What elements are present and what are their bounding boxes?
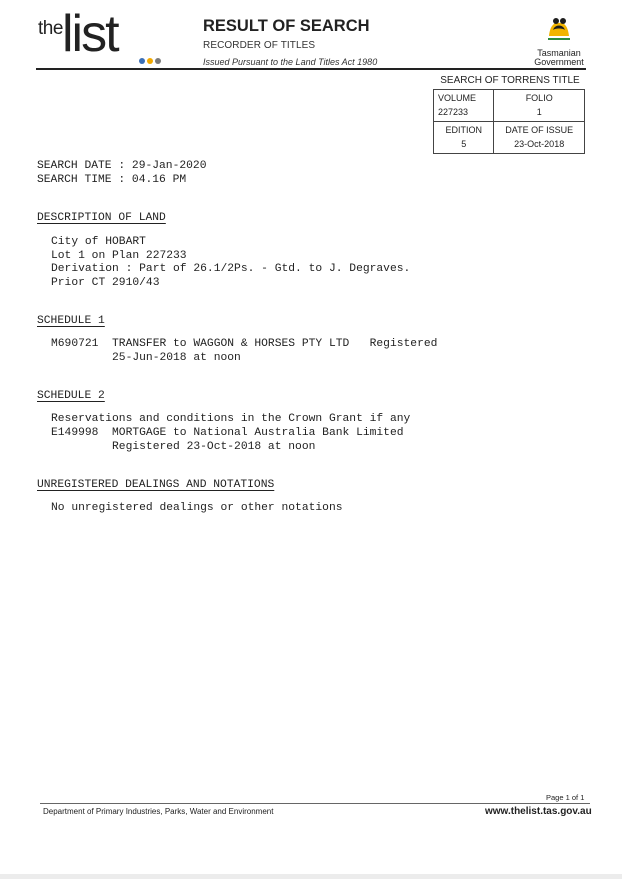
website-link[interactable]: www.thelist.tas.gov.au bbox=[485, 806, 592, 817]
document-subtitle: RECORDER OF TITLES bbox=[203, 40, 316, 51]
description-line: City of HOBART bbox=[51, 236, 146, 248]
volume-value: 227233 bbox=[438, 107, 469, 117]
thelist-logo bbox=[38, 5, 166, 70]
department-name: Department of Primary Industries, Parks, Water and Environment bbox=[43, 807, 274, 816]
page-bottom-edge bbox=[0, 874, 622, 879]
schedule-2-line: Reservations and conditions in the Crown Grant if any bbox=[51, 413, 411, 425]
date-of-issue-cell bbox=[494, 122, 585, 154]
volume-label: VOLUME bbox=[438, 93, 477, 103]
description-heading: DESCRIPTION OF LAND bbox=[37, 212, 166, 224]
page-number: Page 1 of 1 bbox=[546, 793, 585, 802]
govt-line-2: Government bbox=[534, 57, 584, 67]
search-time: SEARCH TIME : 04.16 PM bbox=[37, 174, 187, 186]
schedule-2-heading: SCHEDULE 2 bbox=[37, 390, 105, 402]
torrens-title-label: SEARCH OF TORRENS TITLE bbox=[440, 75, 580, 86]
schedule-1-line: M690721 TRANSFER to WAGGON & HORSES PTY LTD Registered bbox=[51, 338, 438, 350]
tasmanian-government-logo bbox=[530, 14, 588, 68]
issued-pursuant-text: Issued Pursuant to the Land Titles Act 1980 bbox=[203, 57, 378, 67]
unregistered-line: No unregistered dealings or other notations bbox=[51, 502, 343, 514]
edition-label: EDITION bbox=[445, 125, 482, 135]
header-divider bbox=[36, 68, 586, 70]
title-info-table bbox=[433, 89, 585, 154]
folio-value: 1 bbox=[536, 107, 542, 117]
logo-the-text: the bbox=[38, 18, 63, 39]
logo-list-text: list bbox=[62, 5, 118, 63]
schedule-1-heading: SCHEDULE 1 bbox=[37, 315, 105, 327]
logo-dots bbox=[139, 58, 161, 64]
logo-dot-yellow bbox=[147, 58, 153, 64]
unregistered-heading: UNREGISTERED DEALINGS AND NOTATIONS bbox=[37, 479, 275, 491]
folio-label: FOLIO bbox=[525, 93, 553, 103]
tasmanian-devil-emblem-icon bbox=[544, 14, 574, 44]
description-line: Derivation : Part of 26.1/2Ps. - Gtd. to J. Degraves. bbox=[51, 263, 411, 275]
description-line: Lot 1 on Plan 227233 bbox=[51, 250, 187, 262]
schedule-2-line: E149998 MORTGAGE to National Australia Bank Limited bbox=[51, 427, 404, 439]
date-of-issue-label: DATE OF ISSUE bbox=[505, 125, 574, 135]
edition-value: 5 bbox=[461, 139, 467, 149]
govt-line-1: Tasmanian bbox=[537, 48, 581, 58]
search-date: SEARCH DATE : 29-Jan-2020 bbox=[37, 160, 207, 172]
document-title: RESULT OF SEARCH bbox=[203, 17, 370, 35]
volume-cell bbox=[434, 90, 494, 122]
schedule-2-line: Registered 23-Oct-2018 at noon bbox=[51, 441, 316, 453]
footer-divider bbox=[40, 803, 590, 804]
folio-cell bbox=[494, 90, 585, 122]
logo-dot-blue bbox=[139, 58, 145, 64]
description-line: Prior CT 2910/43 bbox=[51, 277, 160, 289]
schedule-1-line: 25-Jun-2018 at noon bbox=[51, 352, 241, 364]
date-of-issue-value: 23-Oct-2018 bbox=[514, 139, 565, 149]
logo-dot-grey bbox=[155, 58, 161, 64]
edition-cell bbox=[434, 122, 494, 154]
